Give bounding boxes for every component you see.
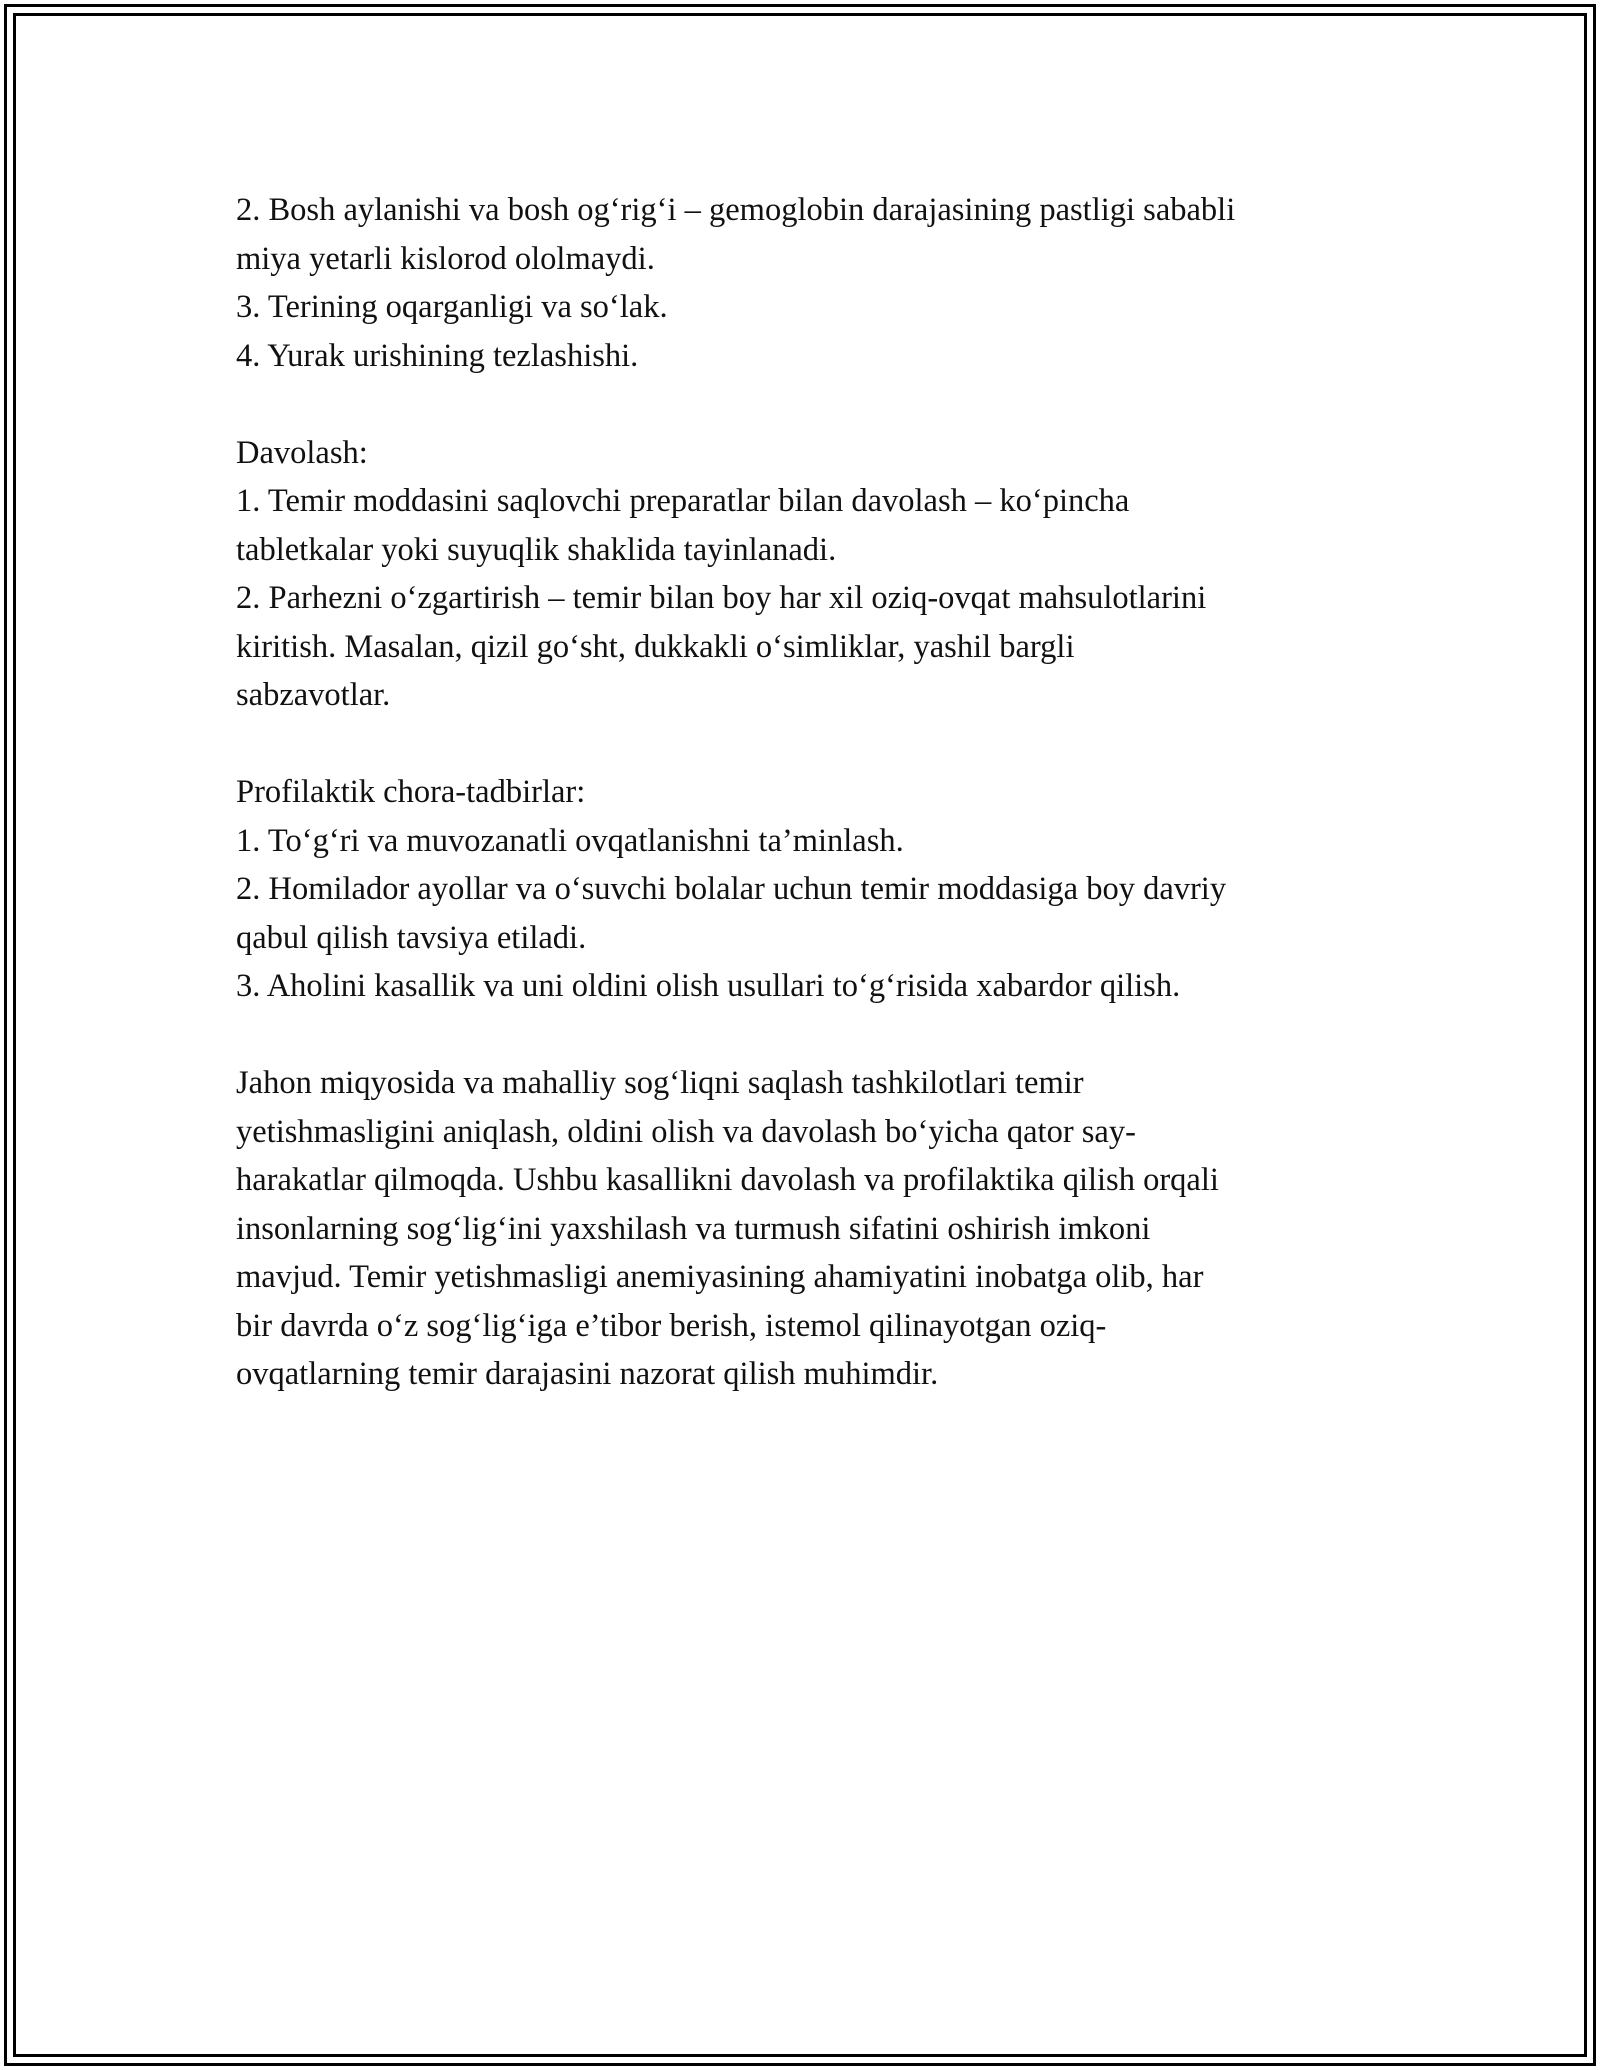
- paragraph-spacer: [236, 720, 1386, 769]
- prevention-line: 3. Aholini kasallik va uni oldini olish usullari to‘g‘risida xabardor qilish.: [236, 968, 1181, 1004]
- prevention-line: qabul qilish tavsiya etiladi.: [236, 919, 587, 956]
- prevention-section: [236, 768, 1386, 1011]
- conclusion-line: ovqatlarning temir darajasini nazorat qilish muhimdir.: [236, 1356, 939, 1392]
- prevention-line: 2. Homilador ayollar va o‘suvchi bolalar uchun temir moddasiga boy davriy: [236, 871, 1227, 907]
- treatment-heading: Davolash:: [236, 434, 368, 471]
- symptom-item-2-line-2: miya yetarli kislorod ololmaydi.: [236, 240, 655, 277]
- treatment-line: 1. Temir moddasini saqlovchi preparatlar bilan davolash – ko‘pincha: [236, 483, 1130, 519]
- treatment-line: sabzavotlar.: [236, 677, 391, 713]
- conclusion-line: Jahon miqyosida va mahalliy sog‘liqni saqlash tashkilotlari temir: [236, 1065, 1084, 1101]
- conclusion-line: mavjud. Temir yetishmasligi anemiyasining ahamiyatini inobatga olib, har: [236, 1259, 1204, 1295]
- paragraph-spacer: [236, 1011, 1386, 1060]
- conclusion-line: insonlarning sog‘lig‘ini yaxshilash va turmush sifatini oshirish imkoni: [236, 1210, 1151, 1247]
- symptom-item-4: 4. Yurak urishining tezlashishi.: [236, 337, 639, 374]
- conclusion-line: harakatlar qilmoqda. Ushbu kasallikni davolash va profilaktika qilish orqali: [236, 1162, 1219, 1198]
- prevention-heading: Profilaktik chora-tadbirlar:: [236, 774, 586, 810]
- treatment-line: 2. Parhezni o‘zgartirish – temir bilan boy har xil oziq-ovqat mahsulotlarini: [236, 580, 1207, 616]
- symptom-item-3: 3. Terining oqarganligi va so‘lak.: [236, 289, 668, 325]
- symptom-item-2-line-1: 2. Bosh aylanishi va bosh og‘rig‘i – gemoglobin darajasining pastligi sababli: [236, 192, 1236, 228]
- paragraph-spacer: [236, 380, 1386, 429]
- conclusion-paragraph: [236, 1059, 1386, 1399]
- prevention-line: 1. To‘g‘ri va muvozanatli ovqatlanishni ta’minlash.: [236, 822, 904, 859]
- conclusion-line: bir davrda o‘z sog‘lig‘iga e’tibor berish, istemol qilinayotgan oziq-: [236, 1307, 1107, 1344]
- treatment-line: tabletkalar yoki suyuqlik shaklida tayinlanadi.: [236, 531, 837, 568]
- treatment-line: kiritish. Masalan, qizil go‘sht, dukkakli o‘simliklar, yashil bargli: [236, 628, 1075, 665]
- symptoms-list-continued: [236, 186, 1386, 380]
- document-body: [236, 186, 1386, 1399]
- conclusion-line: yetishmasligini aniqlash, oldini olish va davolash bo‘yicha qator say-: [236, 1113, 1136, 1150]
- treatment-section: [236, 429, 1386, 720]
